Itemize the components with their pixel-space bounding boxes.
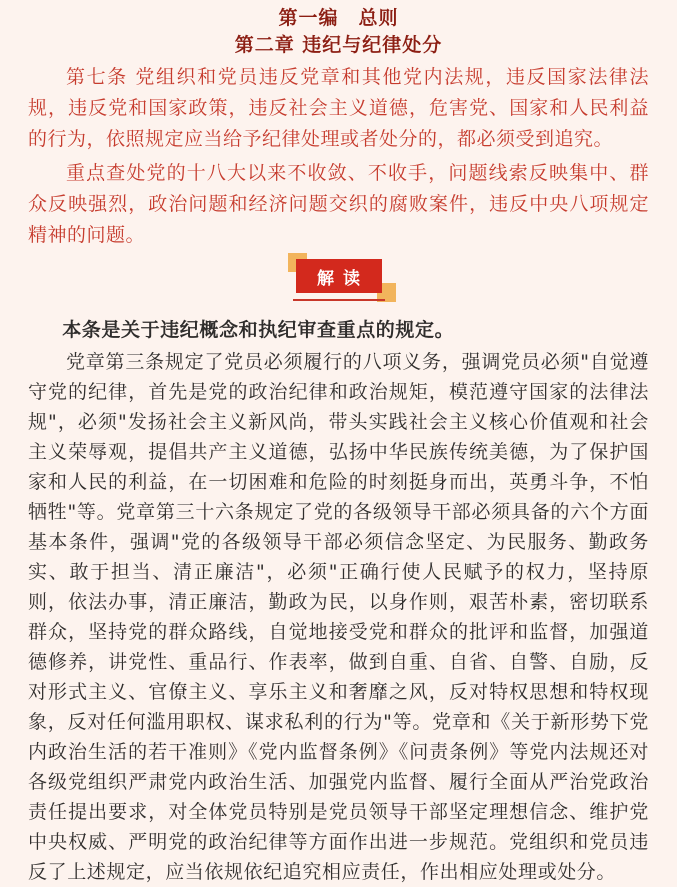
- article-text: 第七条 党组织和党员违反党章和其他党内法规，违反国家法律法规，违反党和国家政策，违反社会主义道德，危害党、国家和人民利益的行为，依照规定应当给予纪律处理或者处分的，都必须受到追究。: [28, 66, 649, 150]
- part-title: 第一编 总则: [278, 7, 399, 29]
- interpretation-intro-sentence: 本条是关于违纪概念和执纪审查重点的规定。: [62, 319, 455, 341]
- interpretation-badge-label: 解读: [317, 268, 369, 289]
- chapter-title: 第二章 违纪与纪律处分: [234, 34, 443, 56]
- enforcement-focus-text: 重点查处党的十八大以来不收敛、不收手，问题线索反映集中、群众反映强烈，政治问题和经济问题交织的腐败案件，违反中央八项规定精神的问题。: [28, 162, 649, 246]
- interpretation-badge: [28, 259, 649, 307]
- badge-underline: [293, 299, 385, 301]
- interpretation-badge-ribbon: [296, 259, 382, 293]
- interpretation-body-text: 党章第三条规定了党员必须履行的八项义务，强调党员必须"自觉遵守党的纪律，首先是党的政治纪律和政治规矩，模范遵守国家的法律法规"，必须"发扬社会主义新风尚，带头实践社会主义核心价值观和社会主义荣辱观，提倡共产主义道德，弘扬中华民族传统美德，为了保护国家和人民的利益，在一切困难和危险的时刻挺身而出，英勇斗争，不怕牺牲"等。党章第三十六条规定了党的各级领导干部必须具备的六个方面基本条件，强调"党的各级领导干部必须信念坚定、为民服务、勤政务实、敢于担当、清正廉洁"，必须"正确行使人民赋予的权力，坚持原则，依法办事，清正廉洁，勤政为民，以身作则，艰苦朴素，密切联系群众，坚持党的群众路线，自觉地接受党和群众的批评和监督，加强道德修养，讲党性、重品行、作表率，做到自重、自省、自警、自励，反对形式主义、官僚主义、享乐主义和奢靡之风，反对特权思想和特权现象，反对任何滥用职权、谋求私利的行为"等。党章和《关于新形势下党内政治生活的若干准则》《党内监督条例》《问责条例》等党内法规还对各级党组织严肃党内政治生活、加强党内监督、履行全面从严治党政治责任提出要求，对全体党员特别是党员领导干部坚定理想信念、维护党中央权威、严明党的政治纪律等方面作出进一步规范。党组织和党员违反了上述规定，应当依规依纪追究相应责任，作出相应处理或处分。: [28, 351, 649, 883]
